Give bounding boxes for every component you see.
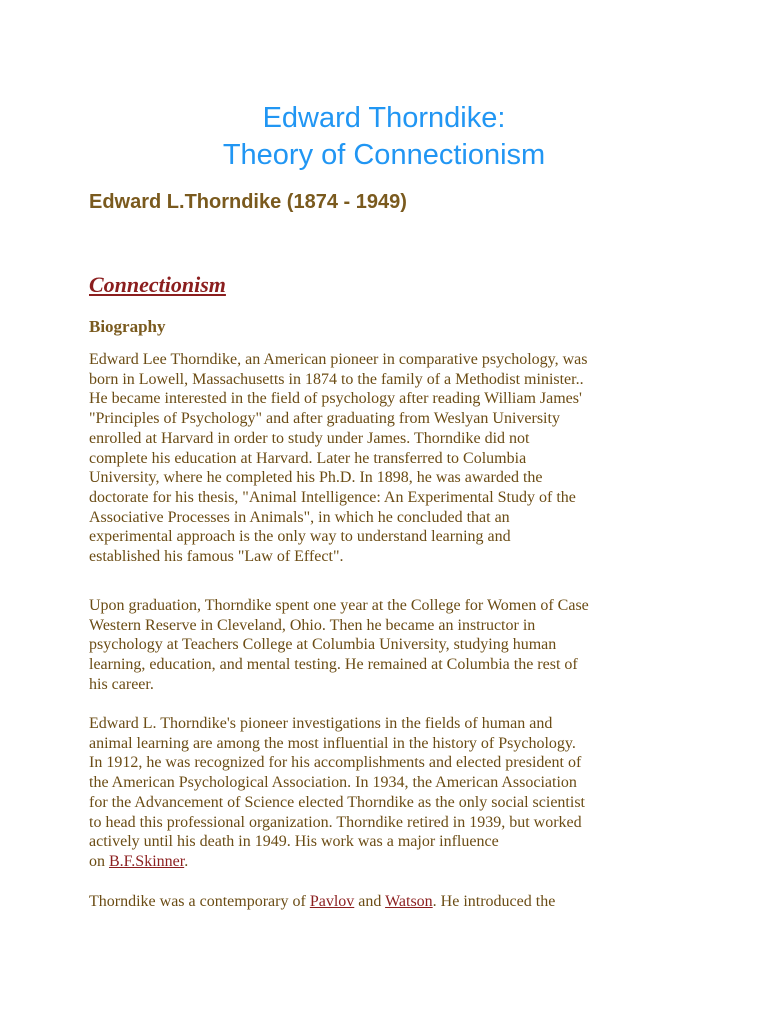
text-line-with-links <box>89 892 689 912</box>
text-fragment: . <box>184 852 189 870</box>
skinner-link[interactable]: B.F.Skinner <box>109 852 185 870</box>
text-line: He became interested in the field of psychology after reading William James' <box>89 390 582 408</box>
text-line: Associative Processes in Animals", in which he concluded that an <box>89 508 510 526</box>
text-line: established his famous "Law of Effect". <box>89 548 344 566</box>
text-fragment: Thorndike was a contemporary of <box>89 893 310 910</box>
text-line: the American Psychological Association. In 1934, the American Association <box>89 774 577 792</box>
text-line: In 1912, he was recognized for his accomplishments and elected president of <box>89 754 582 772</box>
text-fragment: . He introduced the <box>432 893 556 910</box>
text-line: learning, education, and mental testing. He remained at Columbia the rest of <box>89 656 578 674</box>
text-line: actively until his death in 1949. His work was a major influence <box>89 833 499 851</box>
text-line: born in Lowell, Massachusetts in 1874 to the family of a Methodist minister.. <box>89 370 584 388</box>
text-line: Edward Lee Thorndike, an American pioneer in comparative psychology, was <box>89 351 588 368</box>
text-fragment: and <box>354 893 386 910</box>
text-line: psychology at Teachers College at Columbia University, studying human <box>89 636 557 654</box>
text-line: doctorate for his thesis, "Animal Intelligence: An Experimental Study of the <box>89 488 576 506</box>
text-line: Edward L. Thorndike's pioneer investigations in the fields of human and <box>89 715 553 732</box>
text-fragment: on <box>89 852 109 870</box>
biography-paragraph-4 <box>89 892 689 912</box>
biography-paragraph-1 <box>89 350 689 567</box>
watson-link[interactable]: Watson <box>385 893 433 910</box>
biography-heading: Biography <box>89 317 166 336</box>
text-line: Western Reserve in Cleveland, Ohio. Then he became an instructor in <box>89 616 536 634</box>
text-line: complete his education at Harvard. Later he transferred to Columbia <box>89 449 527 467</box>
text-line-with-link <box>89 852 689 872</box>
text-line: "Principles of Psychology" and after graduating from Weslyan University <box>89 410 560 428</box>
text-line: experimental approach is the only way to understand learning and <box>89 528 511 546</box>
text-line: Upon graduation, Thorndike spent one year at the College for Women of Case <box>89 597 589 614</box>
text-line: enrolled at Harvard in order to study under James. Thorndike did not <box>89 429 530 447</box>
page-title-line-2: Theory of Connectionism <box>222 139 546 171</box>
page-title <box>0 100 768 174</box>
biography-paragraph-3 <box>89 714 689 872</box>
text-line: his career. <box>89 675 154 693</box>
page-subtitle: Edward L.Thorndike (1874 - 1949) <box>89 191 407 213</box>
text-line: University, where he completed his Ph.D. In 1898, he was awarded the <box>89 469 543 487</box>
page-title-line-1: Edward Thorndike: <box>262 102 506 134</box>
section-heading: Connectionism <box>89 272 226 297</box>
text-line: animal learning are among the most influential in the history of Psychology. <box>89 734 576 752</box>
text-line: for the Advancement of Science elected Thorndike as the only social scientist <box>89 793 585 811</box>
biography-paragraph-2 <box>89 596 689 695</box>
text-line: to head this professional organization. Thorndike retired in 1939, but worked <box>89 813 582 831</box>
pavlov-link[interactable]: Pavlov <box>309 893 355 910</box>
